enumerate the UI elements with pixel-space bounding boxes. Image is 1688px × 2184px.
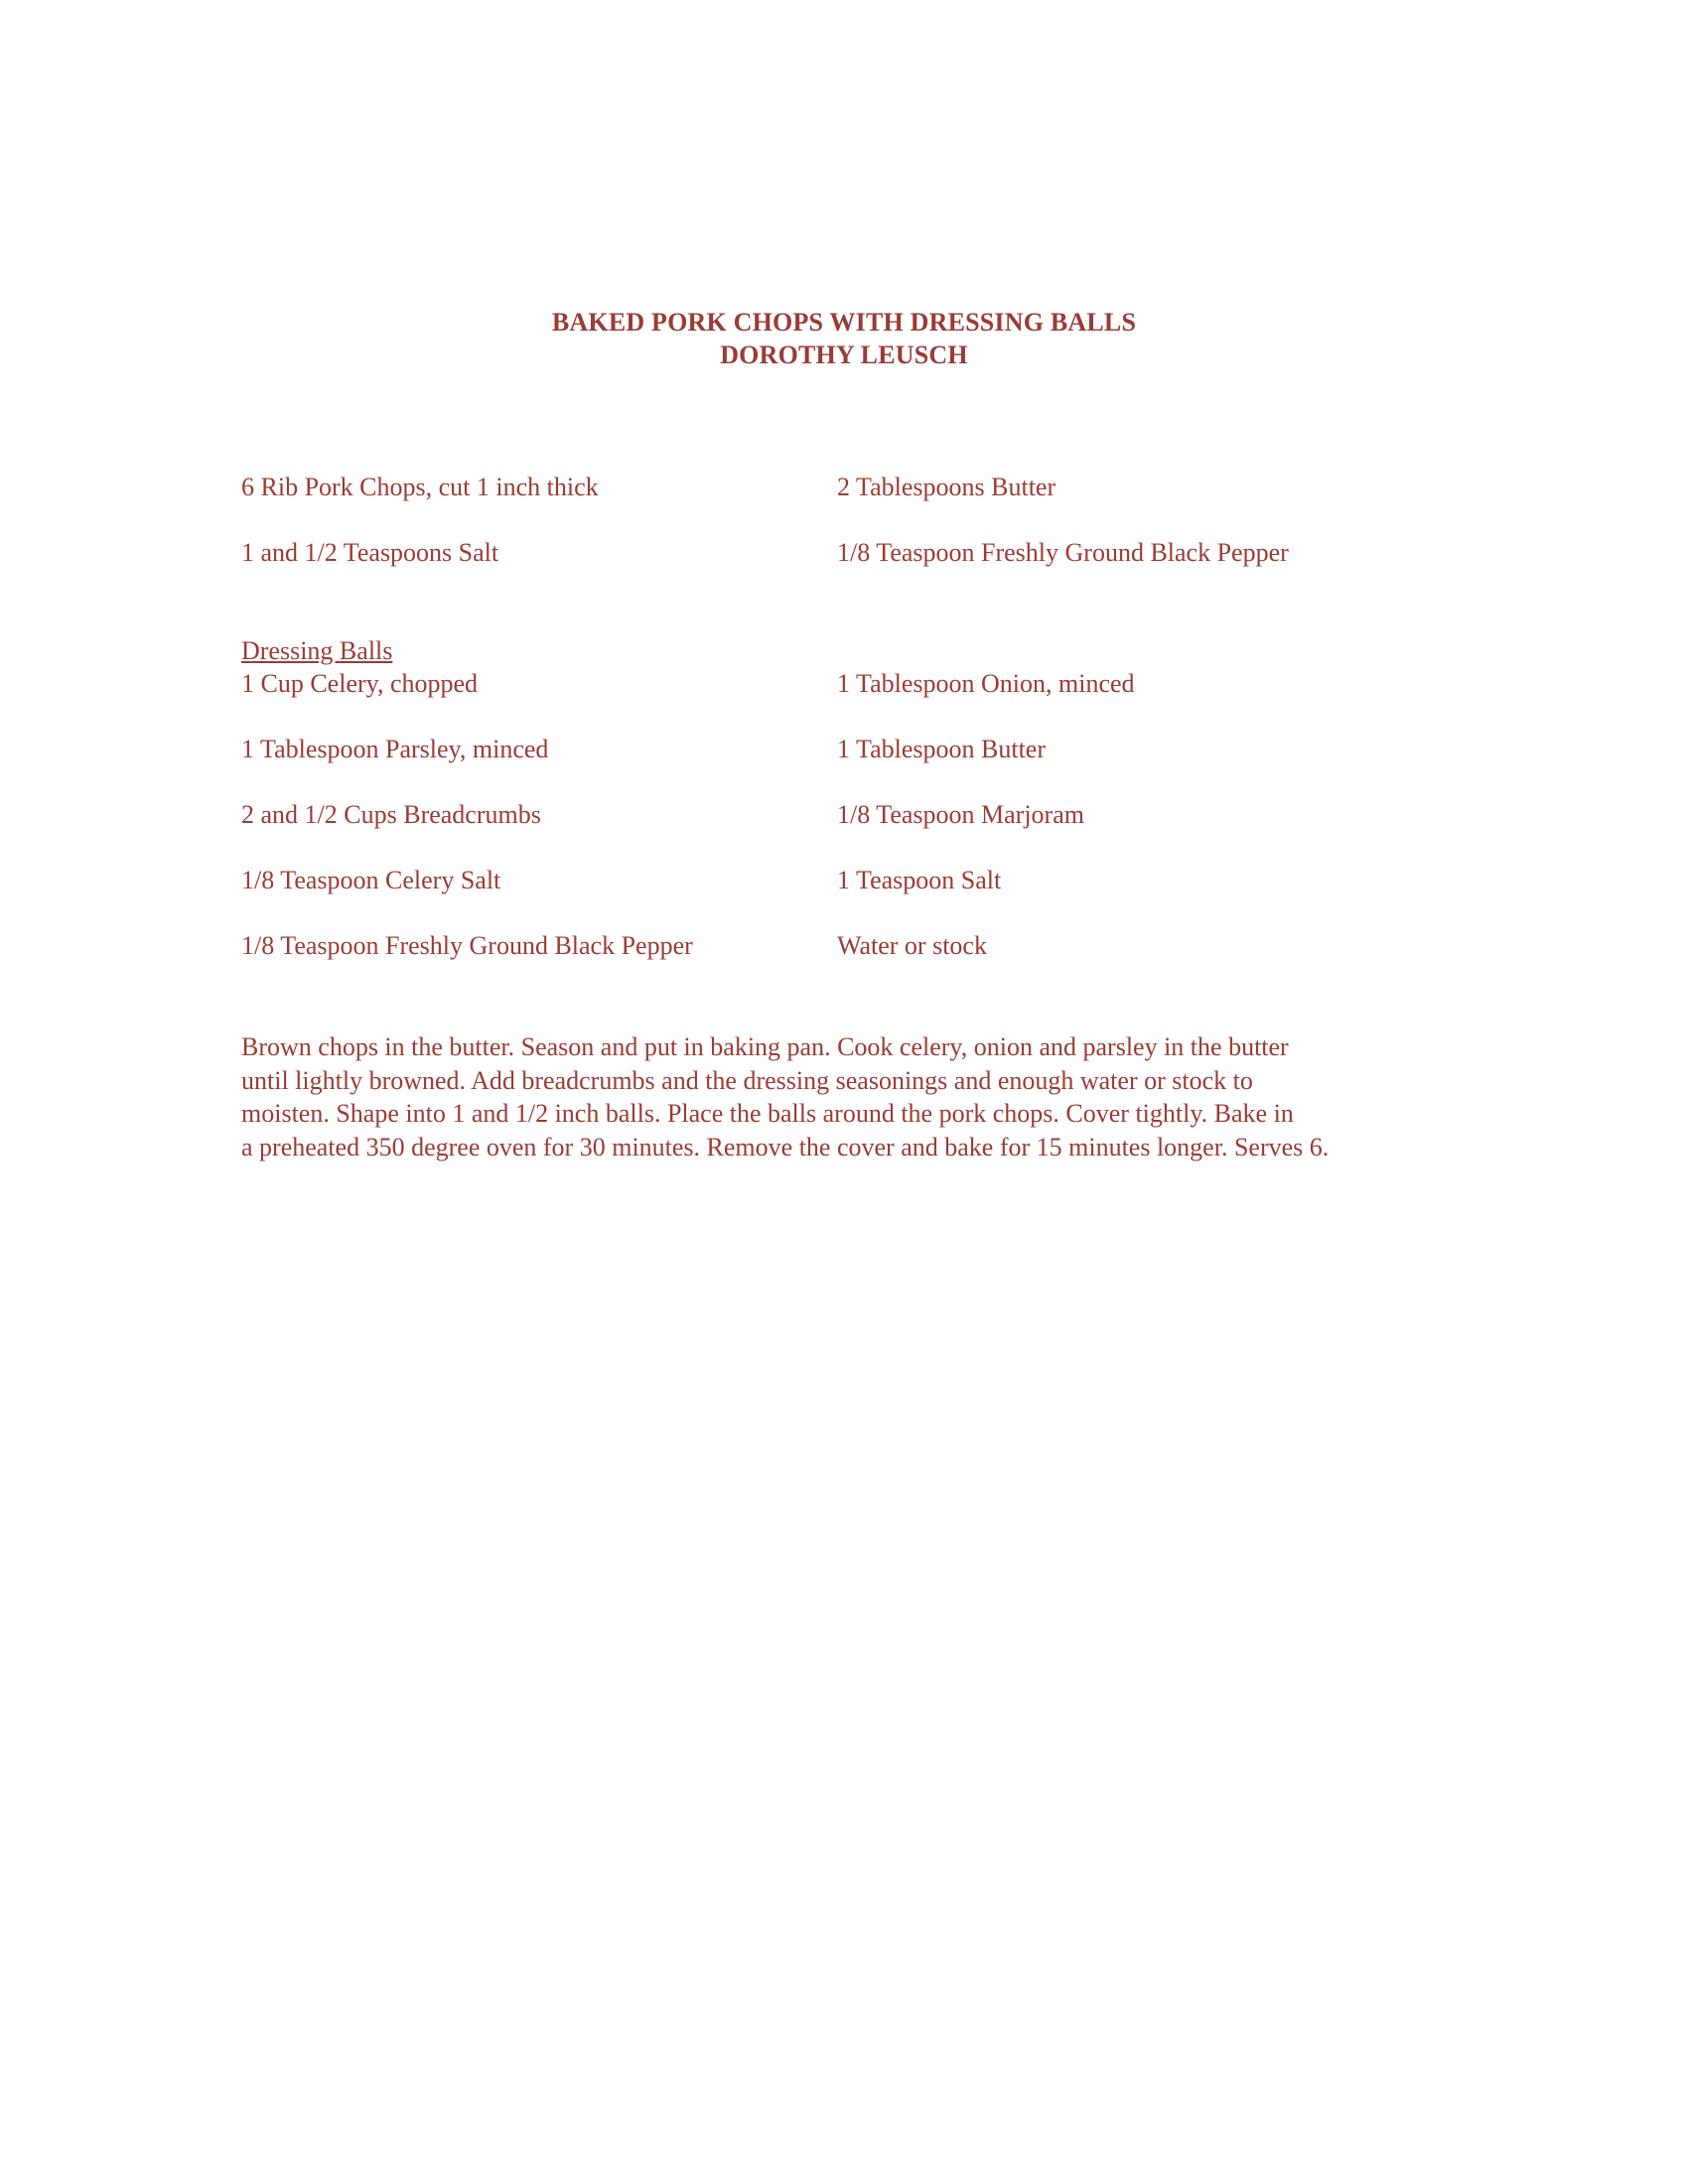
instruction-line: a preheated 350 degree oven for 30 minutes. Remove the cover and bake for 15 minutes longer. Serves 6.: [241, 1132, 1330, 1161]
instruction-line: Brown chops in the butter. Season and put in baking pan. Cook celery, onion and parsley in the butter: [241, 1032, 1289, 1061]
ingredient-item: Water or stock: [837, 931, 987, 960]
ingredient-item: 1 and 1/2 Teaspoons Salt: [241, 538, 499, 567]
ingredient-row: [241, 472, 1433, 537]
ingredient-item: 1/8 Teaspoon Freshly Ground Black Pepper: [837, 538, 1289, 567]
ingredient-item: 1/8 Teaspoon Celery Salt: [241, 866, 501, 894]
instruction-line: moisten. Shape into 1 and 1/2 inch balls. Place the balls around the pork chops. Cover tightly. Bake in: [241, 1099, 1294, 1128]
ingredient-item: 6 Rib Pork Chops, cut 1 inch thick: [241, 473, 599, 501]
ingredient-item: 1 Cup Celery, chopped: [241, 669, 479, 698]
instruction-line: until lightly browned. Add breadcrumbs and the dressing seasonings and enough water or stock to: [241, 1065, 1253, 1095]
ingredient-item: 1/8 Teaspoon Marjoram: [837, 800, 1084, 829]
main-ingredients-list: [241, 472, 1433, 603]
ingredient-item: 2 and 1/2 Cups Breadcrumbs: [241, 800, 541, 829]
ingredient-row: [241, 799, 1433, 865]
ingredient-row: [241, 930, 1433, 996]
ingredient-row: [241, 537, 1433, 603]
ingredient-item: 2 Tablespoons Butter: [837, 473, 1056, 501]
ingredient-row: [241, 734, 1433, 799]
recipe-title: BAKED PORK CHOPS WITH DRESSING BALLS: [551, 308, 1137, 337]
dressing-ingredients-list: [241, 668, 1433, 996]
ingredient-row: [241, 865, 1433, 930]
ingredient-item: 1 Teaspoon Salt: [837, 866, 1002, 894]
ingredient-item: 1 Tablespoon Butter: [837, 735, 1047, 763]
ingredient-row: [241, 668, 1433, 734]
ingredient-item: 1 Tablespoon Onion, minced: [837, 669, 1135, 698]
recipe-author: DOROTHY LEUSCH: [720, 341, 968, 369]
ingredient-item: 1/8 Teaspoon Freshly Ground Black Pepper: [241, 931, 693, 960]
recipe-header: [0, 306, 1688, 371]
recipe-instructions: [241, 1030, 1463, 1163]
ingredient-item: 1 Tablespoon Parsley, minced: [241, 735, 549, 763]
dressing-balls-heading: Dressing Balls: [241, 636, 393, 665]
